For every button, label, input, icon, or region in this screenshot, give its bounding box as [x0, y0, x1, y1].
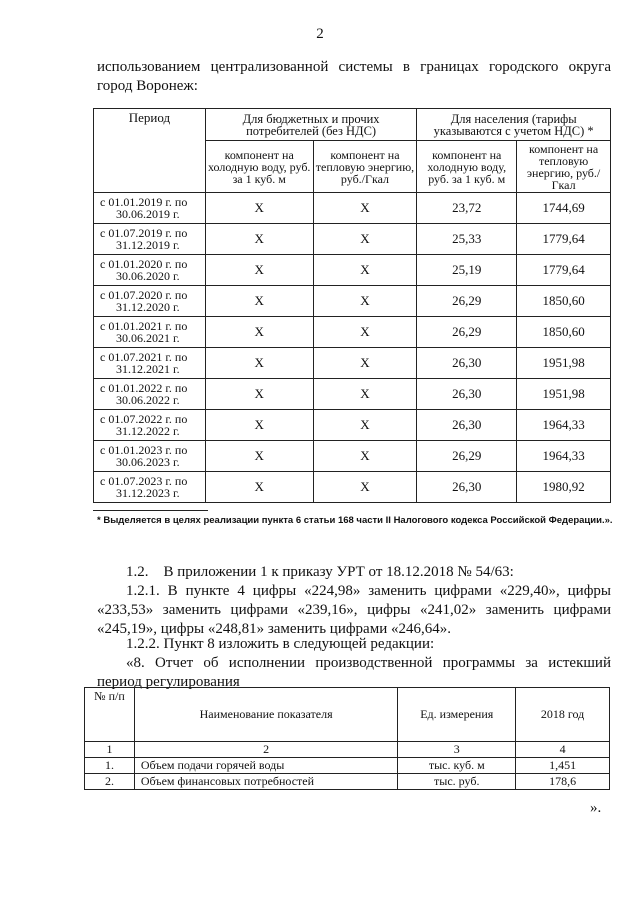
report-header-number: № п/п [85, 688, 135, 742]
population-thermal-cell: 1951,98 [517, 379, 611, 410]
population-thermal-cell: 1779,64 [517, 224, 611, 255]
period-line: 31.12.2021 г. [116, 362, 180, 376]
page-number: 2 [316, 26, 324, 42]
paragraph-1-2-1-line-2: «233,53» заменить цифрами «239,16», цифры «241,02» заменить цифрами [97, 602, 611, 618]
report-number-cell: 1. [85, 758, 135, 774]
population-thermal-cell: 1744,69 [517, 193, 611, 224]
closing-quote: ». [590, 800, 602, 816]
budget-thermal-cell: Х [313, 410, 417, 441]
population-cold-cell: 26,30 [417, 348, 517, 379]
population-cold-cell: 26,29 [417, 286, 517, 317]
budget-thermal-cell: Х [313, 379, 417, 410]
population-cold-cell: 25,33 [417, 224, 517, 255]
period-line: 31.12.2023 г. [116, 486, 180, 500]
paragraph-1-2-1-line-3: «245,19», цифры «248,81» заменить цифрами «246,64». [97, 621, 451, 637]
report-value-cell: 1,451 [516, 758, 610, 774]
report-table [84, 687, 610, 790]
period-cell [94, 286, 206, 317]
intro-text [97, 58, 611, 96]
period-line: 30.06.2022 г. [116, 393, 180, 407]
population-thermal-cell: 1850,60 [517, 317, 611, 348]
budget-cold-cell: Х [205, 224, 313, 255]
population-cold-cell: 26,30 [417, 379, 517, 410]
report-unit-cell: тыс. куб. м [398, 758, 516, 774]
period-line: 31.12.2022 г. [116, 424, 180, 438]
period-cell [94, 410, 206, 441]
budget-thermal-cell: Х [313, 193, 417, 224]
period-cell [94, 472, 206, 503]
paragraph-1-2-1 [97, 582, 611, 639]
budget-cold-cell: Х [205, 348, 313, 379]
tariff-row [94, 348, 611, 379]
population-cold-cell: 25,19 [417, 255, 517, 286]
report-indicator-cell: Объем подачи горячей воды [134, 758, 397, 774]
report-col-num-2: 2 [134, 742, 397, 758]
population-cold-cell: 26,29 [417, 317, 517, 348]
period-line: с 01.01.2019 г. по [100, 195, 188, 209]
tariff-row [94, 441, 611, 472]
tariff-row [94, 472, 611, 503]
period-line: 30.06.2023 г. [116, 455, 180, 469]
period-cell [94, 441, 206, 472]
period-cell [94, 348, 206, 379]
report-header-year: 2018 год [516, 688, 610, 742]
budget-thermal-cell: Х [313, 348, 417, 379]
report-value-cell: 178,6 [516, 774, 610, 790]
period-cell [94, 379, 206, 410]
intro-line-1: использованием централизованной системы в границах городского округа [97, 59, 611, 75]
period-line: 31.12.2019 г. [116, 238, 180, 252]
period-line: 31.12.2020 г. [116, 300, 180, 314]
population-thermal-cell: 1964,33 [517, 441, 611, 472]
budget-thermal-cell: Х [313, 224, 417, 255]
paragraph-1-2-1-line-1: 1.2.1. В пункте 4 цифры «224,98» заменить цифрами «229,40», цифры [126, 583, 611, 599]
report-rows [85, 758, 610, 790]
period-cell [94, 317, 206, 348]
period-line: с 01.01.2022 г. по [100, 381, 188, 395]
period-line: с 01.01.2021 г. по [100, 319, 188, 333]
budget-thermal-cell: Х [313, 472, 417, 503]
report-row [85, 774, 610, 790]
population-thermal-cell: 1980,92 [517, 472, 611, 503]
budget-thermal-cell: Х [313, 441, 417, 472]
header-period: Период [94, 109, 206, 193]
tariff-rows [94, 193, 611, 503]
budget-thermal-cell: Х [313, 286, 417, 317]
header-budget-cold: компонент на холодную воду, руб. за 1 куб. м [205, 141, 313, 193]
paragraph-8-line-1: «8. Отчет об исполнении производственной программы за истекший [126, 655, 611, 671]
budget-cold-cell: Х [205, 472, 313, 503]
period-cell [94, 193, 206, 224]
tariff-row [94, 224, 611, 255]
budget-thermal-cell: Х [313, 255, 417, 286]
report-col-num-1: 1 [85, 742, 135, 758]
period-line: с 01.07.2020 г. по [100, 288, 188, 302]
header-population-cold: компонент на холодную воду, руб. за 1 куб. м [417, 141, 517, 193]
report-col-num-4: 4 [516, 742, 610, 758]
population-cold-cell: 23,72 [417, 193, 517, 224]
report-number-cell: 2. [85, 774, 135, 790]
paragraph-1-2-2: 1.2.2. Пункт 8 изложить в следующей редакции: [126, 636, 435, 652]
population-thermal-cell: 1779,64 [517, 255, 611, 286]
tariff-row [94, 286, 611, 317]
period-line: 30.06.2019 г. [116, 207, 180, 221]
budget-cold-cell: Х [205, 441, 313, 472]
period-line: с 01.07.2019 г. по [100, 226, 188, 240]
period-line: с 01.01.2020 г. по [100, 257, 188, 271]
budget-cold-cell: Х [205, 193, 313, 224]
tariff-row [94, 410, 611, 441]
header-population-thermal: компонент на тепловую энергию, руб./Гкал [517, 141, 611, 193]
budget-cold-cell: Х [205, 410, 313, 441]
population-cold-cell: 26,30 [417, 472, 517, 503]
report-indicator-cell: Объем финансовых потребностей [134, 774, 397, 790]
paragraph-1-2: 1.2. В приложении 1 к приказу УРТ от 18.12.2018 № 54/63: [126, 564, 514, 580]
population-cold-cell: 26,30 [417, 410, 517, 441]
header-budget-group: Для бюджетных и прочих потребителей (без НДС) [205, 109, 417, 141]
population-thermal-cell: 1850,60 [517, 286, 611, 317]
intro-line-2: город Воронеж: [97, 78, 198, 94]
budget-cold-cell: Х [205, 286, 313, 317]
report-header-unit: Ед. измерения [398, 688, 516, 742]
report-header-indicator: Наименование показателя [134, 688, 397, 742]
footnote: * Выделяется в целях реализации пункта 6 статьи 168 части II Налогового кодекса Российской Федерации.». [97, 515, 613, 526]
budget-cold-cell: Х [205, 255, 313, 286]
tariff-row [94, 379, 611, 410]
report-col-num-3: 3 [398, 742, 516, 758]
footnote-divider [93, 510, 208, 511]
period-line: 30.06.2021 г. [116, 331, 180, 345]
population-cold-cell: 26,29 [417, 441, 517, 472]
period-line: с 01.07.2021 г. по [100, 350, 188, 364]
paragraph-8-line-2: период регулирования [97, 674, 240, 690]
budget-thermal-cell: Х [313, 317, 417, 348]
period-line: с 01.07.2023 г. по [100, 474, 188, 488]
report-unit-cell: тыс. руб. [398, 774, 516, 790]
budget-cold-cell: Х [205, 379, 313, 410]
period-cell [94, 224, 206, 255]
tariff-row [94, 255, 611, 286]
period-line: 30.06.2020 г. [116, 269, 180, 283]
period-cell [94, 255, 206, 286]
period-line: с 01.07.2022 г. по [100, 412, 188, 426]
report-row [85, 758, 610, 774]
tariff-row [94, 317, 611, 348]
budget-cold-cell: Х [205, 317, 313, 348]
header-budget-thermal: компонент на тепловую энергию, руб./Гкал [313, 141, 417, 193]
population-thermal-cell: 1951,98 [517, 348, 611, 379]
tariff-table [93, 108, 611, 503]
tariff-row [94, 193, 611, 224]
header-population-group: Для населения (тарифы указываются с учетом НДС) * [417, 109, 611, 141]
population-thermal-cell: 1964,33 [517, 410, 611, 441]
period-line: с 01.01.2023 г. по [100, 443, 188, 457]
